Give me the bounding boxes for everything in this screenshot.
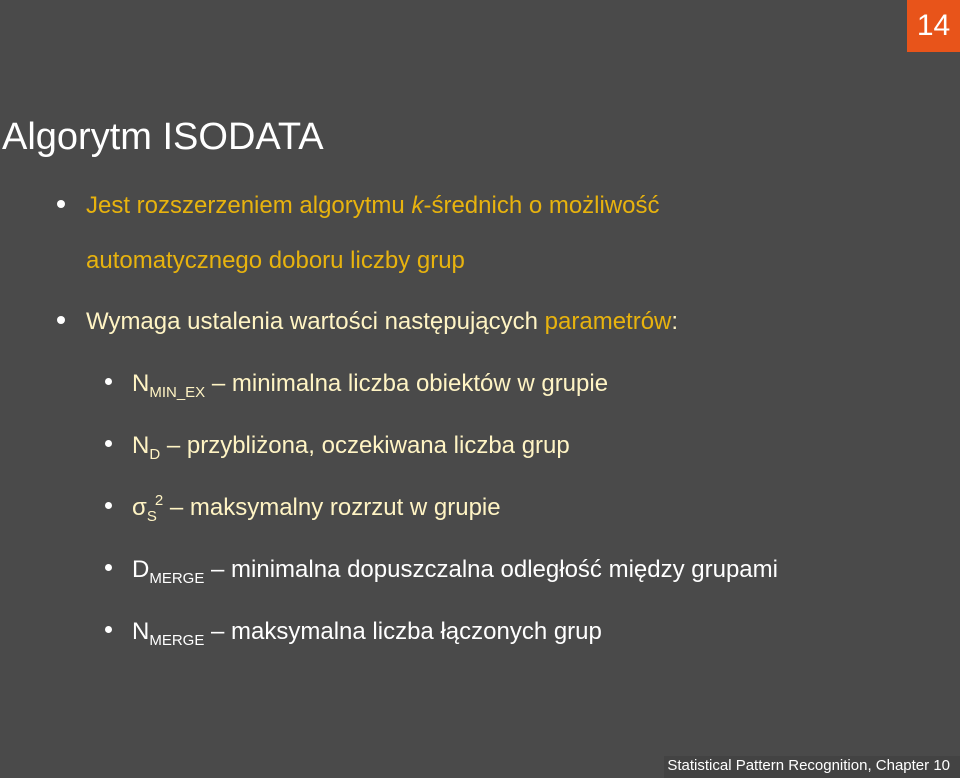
param-subscript: MIN_EX [149, 384, 206, 401]
page-number-badge: 14 [907, 0, 960, 52]
param-description: – przybliżona, oczekiwana liczba grup [160, 432, 570, 459]
param-n-min-ex [132, 370, 609, 401]
bullet-2-colon: : [671, 308, 679, 335]
bullet-dot [57, 316, 65, 324]
param-sigma-s [132, 492, 501, 525]
bullet-dot [57, 200, 65, 208]
bullet-1-line-2: automatycznego doboru liczby grup [86, 247, 465, 274]
sub-bullet-dot [105, 564, 112, 571]
param-symbol: D [132, 556, 150, 583]
param-subscript: D [149, 446, 161, 463]
sub-bullet-dot [105, 502, 112, 509]
slide-title: Algorytm ISODATA [2, 116, 324, 158]
param-symbol: N [132, 618, 150, 645]
bullet-1-text-a: Jest rozszerzeniem algorytmu [86, 192, 412, 219]
param-symbol: N [132, 432, 150, 459]
param-n-merge [132, 618, 602, 649]
param-symbol: N [132, 370, 150, 397]
param-d-merge [132, 556, 778, 587]
param-subscript: MERGE [149, 570, 205, 587]
param-superscript: 2 [154, 492, 164, 509]
param-subscript: S [146, 508, 157, 525]
param-description: – maksymalna liczba łączonych grup [204, 618, 602, 645]
param-n-d [132, 432, 570, 463]
param-description: – maksymalny rozrzut w grupie [163, 494, 501, 521]
param-description: – minimalna liczba obiektów w grupie [205, 370, 609, 397]
sub-bullet-dot [105, 440, 112, 447]
param-description: – minimalna dopuszczalna odległość między grupami [204, 556, 778, 583]
param-subscript: MERGE [149, 632, 205, 649]
slide-footer: Statistical Pattern Recognition, Chapter 10 [667, 757, 950, 774]
param-symbol: σ [132, 494, 147, 521]
bullet-1-italic: k [411, 192, 424, 219]
bullet-2-text-a: Wymaga ustalenia wartości następujących [86, 308, 545, 335]
bullet-1-line-1 [86, 192, 660, 220]
bullet-1-text-b: -średnich o możliwość [423, 192, 660, 219]
sub-bullet-dot [105, 626, 112, 633]
sub-bullet-dot [105, 378, 112, 385]
bullet-2-line [86, 308, 678, 336]
bullet-2-highlight: parametrów [544, 308, 672, 335]
